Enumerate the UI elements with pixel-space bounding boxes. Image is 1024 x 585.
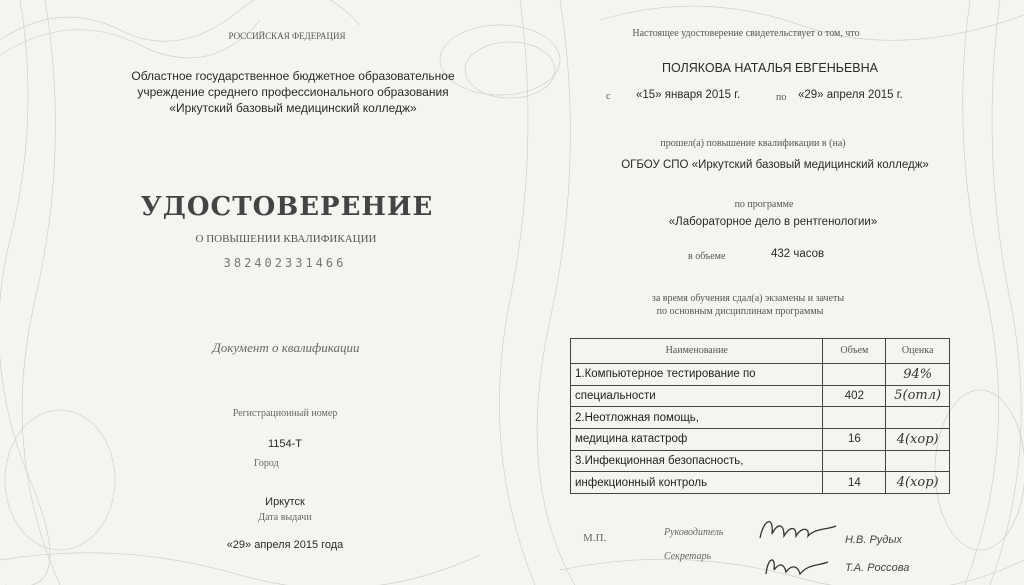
volume-label: в объеме — [688, 251, 726, 262]
issue-date-label: Дата выдачи — [258, 512, 312, 523]
city-label: Город — [254, 458, 279, 469]
passed-label: прошел(а) повышение квалификации в (на) — [660, 138, 846, 149]
issue-date: «29» апреля 2015 года — [226, 539, 344, 551]
grades-header-row — [571, 339, 950, 364]
registration-number: 1154-Т — [267, 438, 303, 450]
subject-volume: 16 — [823, 428, 886, 450]
subject-line-1: 3.Инфекционная безопасность, — [571, 450, 823, 472]
head-signature — [756, 512, 842, 546]
secretary-label: Секретарь — [664, 551, 712, 562]
certifies-text: Настоящее удостоверение свидетельствует о том, что — [632, 28, 860, 39]
header-volume: Объем — [823, 339, 886, 364]
subject-grade: 4(хор) — [886, 428, 950, 450]
program-label: по программе — [734, 199, 794, 210]
from-label: с — [606, 91, 611, 102]
from-date: «15» января 2015 г. — [636, 89, 741, 101]
document-subtitle: О ПОВЫШЕНИИ КВАЛИФИКАЦИИ — [195, 233, 377, 245]
document-kind: Документ о квалификации — [212, 340, 360, 355]
table-row — [571, 385, 950, 407]
subject-volume: 14 — [823, 472, 886, 494]
subject-grade: 5(отл) — [886, 385, 950, 407]
secretary-signature — [762, 552, 832, 582]
subject-line-2: специальности — [571, 385, 823, 407]
registration-label: Регистрационный номер — [232, 408, 338, 419]
grade-percent: 94% — [886, 363, 950, 385]
subject-volume: 402 — [823, 385, 886, 407]
subject-line-2: инфекционный контроль — [571, 472, 823, 494]
to-label: по — [776, 92, 787, 103]
subject-grade: 4(хор) — [886, 472, 950, 494]
program-name: «Лабораторное дело в рентгенологии» — [668, 216, 878, 228]
grades-table — [570, 338, 950, 494]
table-row — [571, 363, 950, 385]
header-subject: Наименование — [571, 339, 823, 364]
country-label: РОССИЙСКАЯ ФЕДЕРАЦИЯ — [228, 31, 346, 41]
volume-hours: 432 часов — [771, 248, 825, 260]
document-title: УДОСТОВЕРЕНИЕ — [140, 192, 434, 222]
table-row — [571, 472, 950, 494]
table-row — [571, 407, 950, 429]
serial-number: 382402331466 — [223, 256, 347, 270]
table-row — [571, 428, 950, 450]
table-row — [571, 450, 950, 472]
institution-name: ОГБОУ СПО «Иркутский базовый медицинский колледж» — [621, 159, 929, 171]
header-grade: Оценка — [886, 339, 950, 364]
head-name: Н.В. Рудых — [845, 534, 902, 546]
exams-line-1: за время обучения сдал(а) экзамены и зачеты — [651, 293, 845, 304]
to-date: «29» апреля 2015 г. — [798, 89, 903, 101]
org-line-2: учреждение среднего профессионального образования — [137, 85, 449, 99]
head-label: Руководитель — [664, 527, 724, 538]
org-line-3: «Иркутский базовый медицинский колледж» — [169, 101, 417, 115]
org-line-1: Областное государственное бюджетное образовательное — [131, 69, 455, 83]
person-name: ПОЛЯКОВА НАТАЛЬЯ ЕВГЕНЬЕВНА — [661, 61, 879, 75]
stamp-label: М.П. — [583, 532, 607, 544]
subject-line-2: медицина катастроф — [571, 428, 823, 450]
city-value: Иркутск — [265, 496, 305, 508]
subject-line-1: 2.Неотложная помощь, — [571, 407, 823, 429]
subject-line-1: 1.Компьютерное тестирование по — [571, 363, 823, 385]
exams-line-2: по основным дисциплинам программы — [656, 306, 824, 317]
secretary-name: Т.А. Россова — [845, 562, 910, 574]
